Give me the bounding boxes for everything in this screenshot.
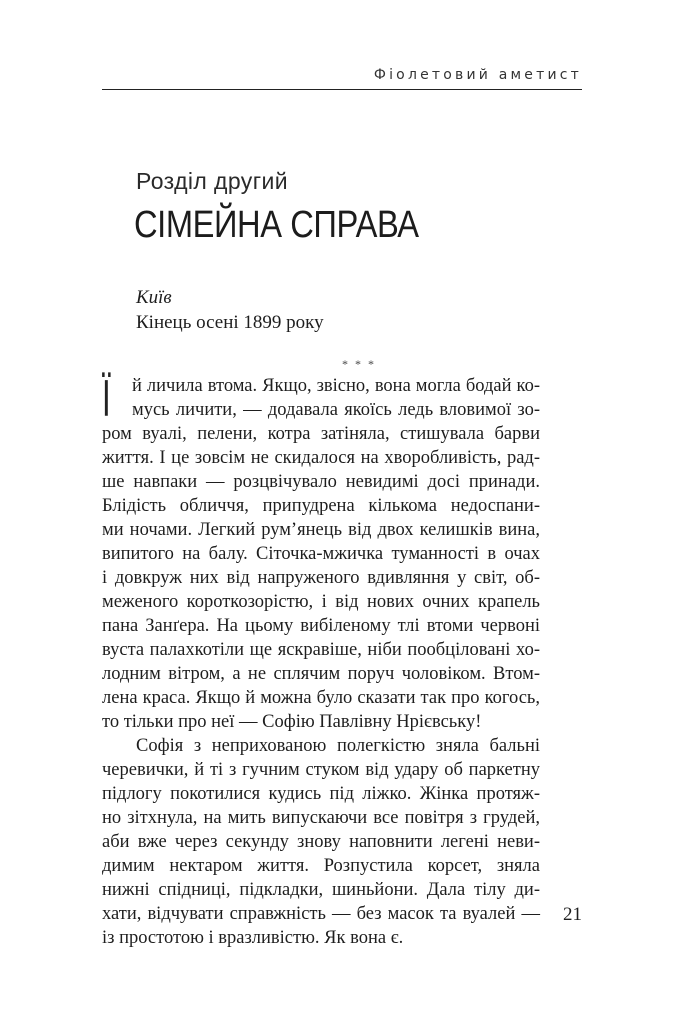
body-text (102, 370, 540, 950)
text-line: димим нектаром життя. Розпустила корсет, зняла (102, 856, 540, 876)
text-line: ром вуалі, пелени, котра затіняла, стишувала барви (102, 424, 540, 444)
text-line: аби вже через секунду знову наповнити легені неви- (102, 832, 540, 852)
text-line: підлогу покотилися кудись під ліжко. Жінка протяж- (102, 784, 540, 804)
chapter-date: Кінець осені 1899 року (136, 312, 324, 333)
text-line: із простотою і вразливістю. Як вона є. (102, 928, 404, 948)
section-separator: * * * (342, 357, 376, 371)
running-header: Фіолетовий аметист (373, 67, 582, 83)
text-line: випитого на балу. Сіточка-мжичка туманності в очах (102, 544, 540, 564)
text-line: вуста палахкотіли ще яскравіше, ніби пообціловані хо- (102, 640, 540, 660)
text-line: нижні спідниці, підкладки, шиньйони. Дала тілу ди- (102, 880, 540, 900)
text-line: й личила втома. Якщо, звісно, вона могла бодай ко- (132, 376, 540, 396)
text-line: ше навпаки — розцвічувало невидимі досі принади. (102, 472, 540, 492)
text-line: мусь личити, — додавала якоїсь ледь вловимої зо- (132, 400, 540, 420)
text-line: Софія з неприхованою полегкістю зняла бальні (136, 736, 540, 756)
text-line: то тільки про неї — Софію Павлівну Нрієвську! (102, 712, 482, 732)
text-line: лодним вітром, а не сплячим поруч чоловіком. Втом- (102, 664, 540, 684)
header-rule (102, 89, 582, 90)
chapter-label: Розділ другий (136, 168, 288, 194)
text-line: хати, відчувати справжність — без масок та вуалей — (102, 904, 540, 924)
chapter-title: СІМЕЙНА СПРАВА (134, 204, 419, 246)
drop-cap: Ї (102, 370, 111, 428)
text-line: но зітхнула, на мить випускаючи все повітря з грудей, (102, 808, 540, 828)
page-number: 21 (563, 904, 582, 925)
text-line: життя. І це зовсім не скидалося на хворобливість, рад- (102, 448, 540, 468)
chapter-place: Київ (136, 287, 172, 308)
text-line: меженого короткозорістю, і від нових очних крапель (102, 592, 540, 612)
text-line: Блідість обличчя, припудрена кількома недоспани- (102, 496, 540, 516)
text-line: черевички, й ті з гучним стуком від удару об паркетну (102, 760, 540, 780)
text-line: ми ночами. Легкий рум’янець від двох келишків вина, (102, 520, 540, 540)
text-line: пана Занґера. На цьому вибіленому тлі втоми червоні (102, 616, 540, 636)
text-line: і довкруж них від напруженого вдивляння у світ, об- (102, 568, 540, 588)
text-line: лена краса. Якщо й можна було сказати так про когось, (102, 688, 540, 708)
